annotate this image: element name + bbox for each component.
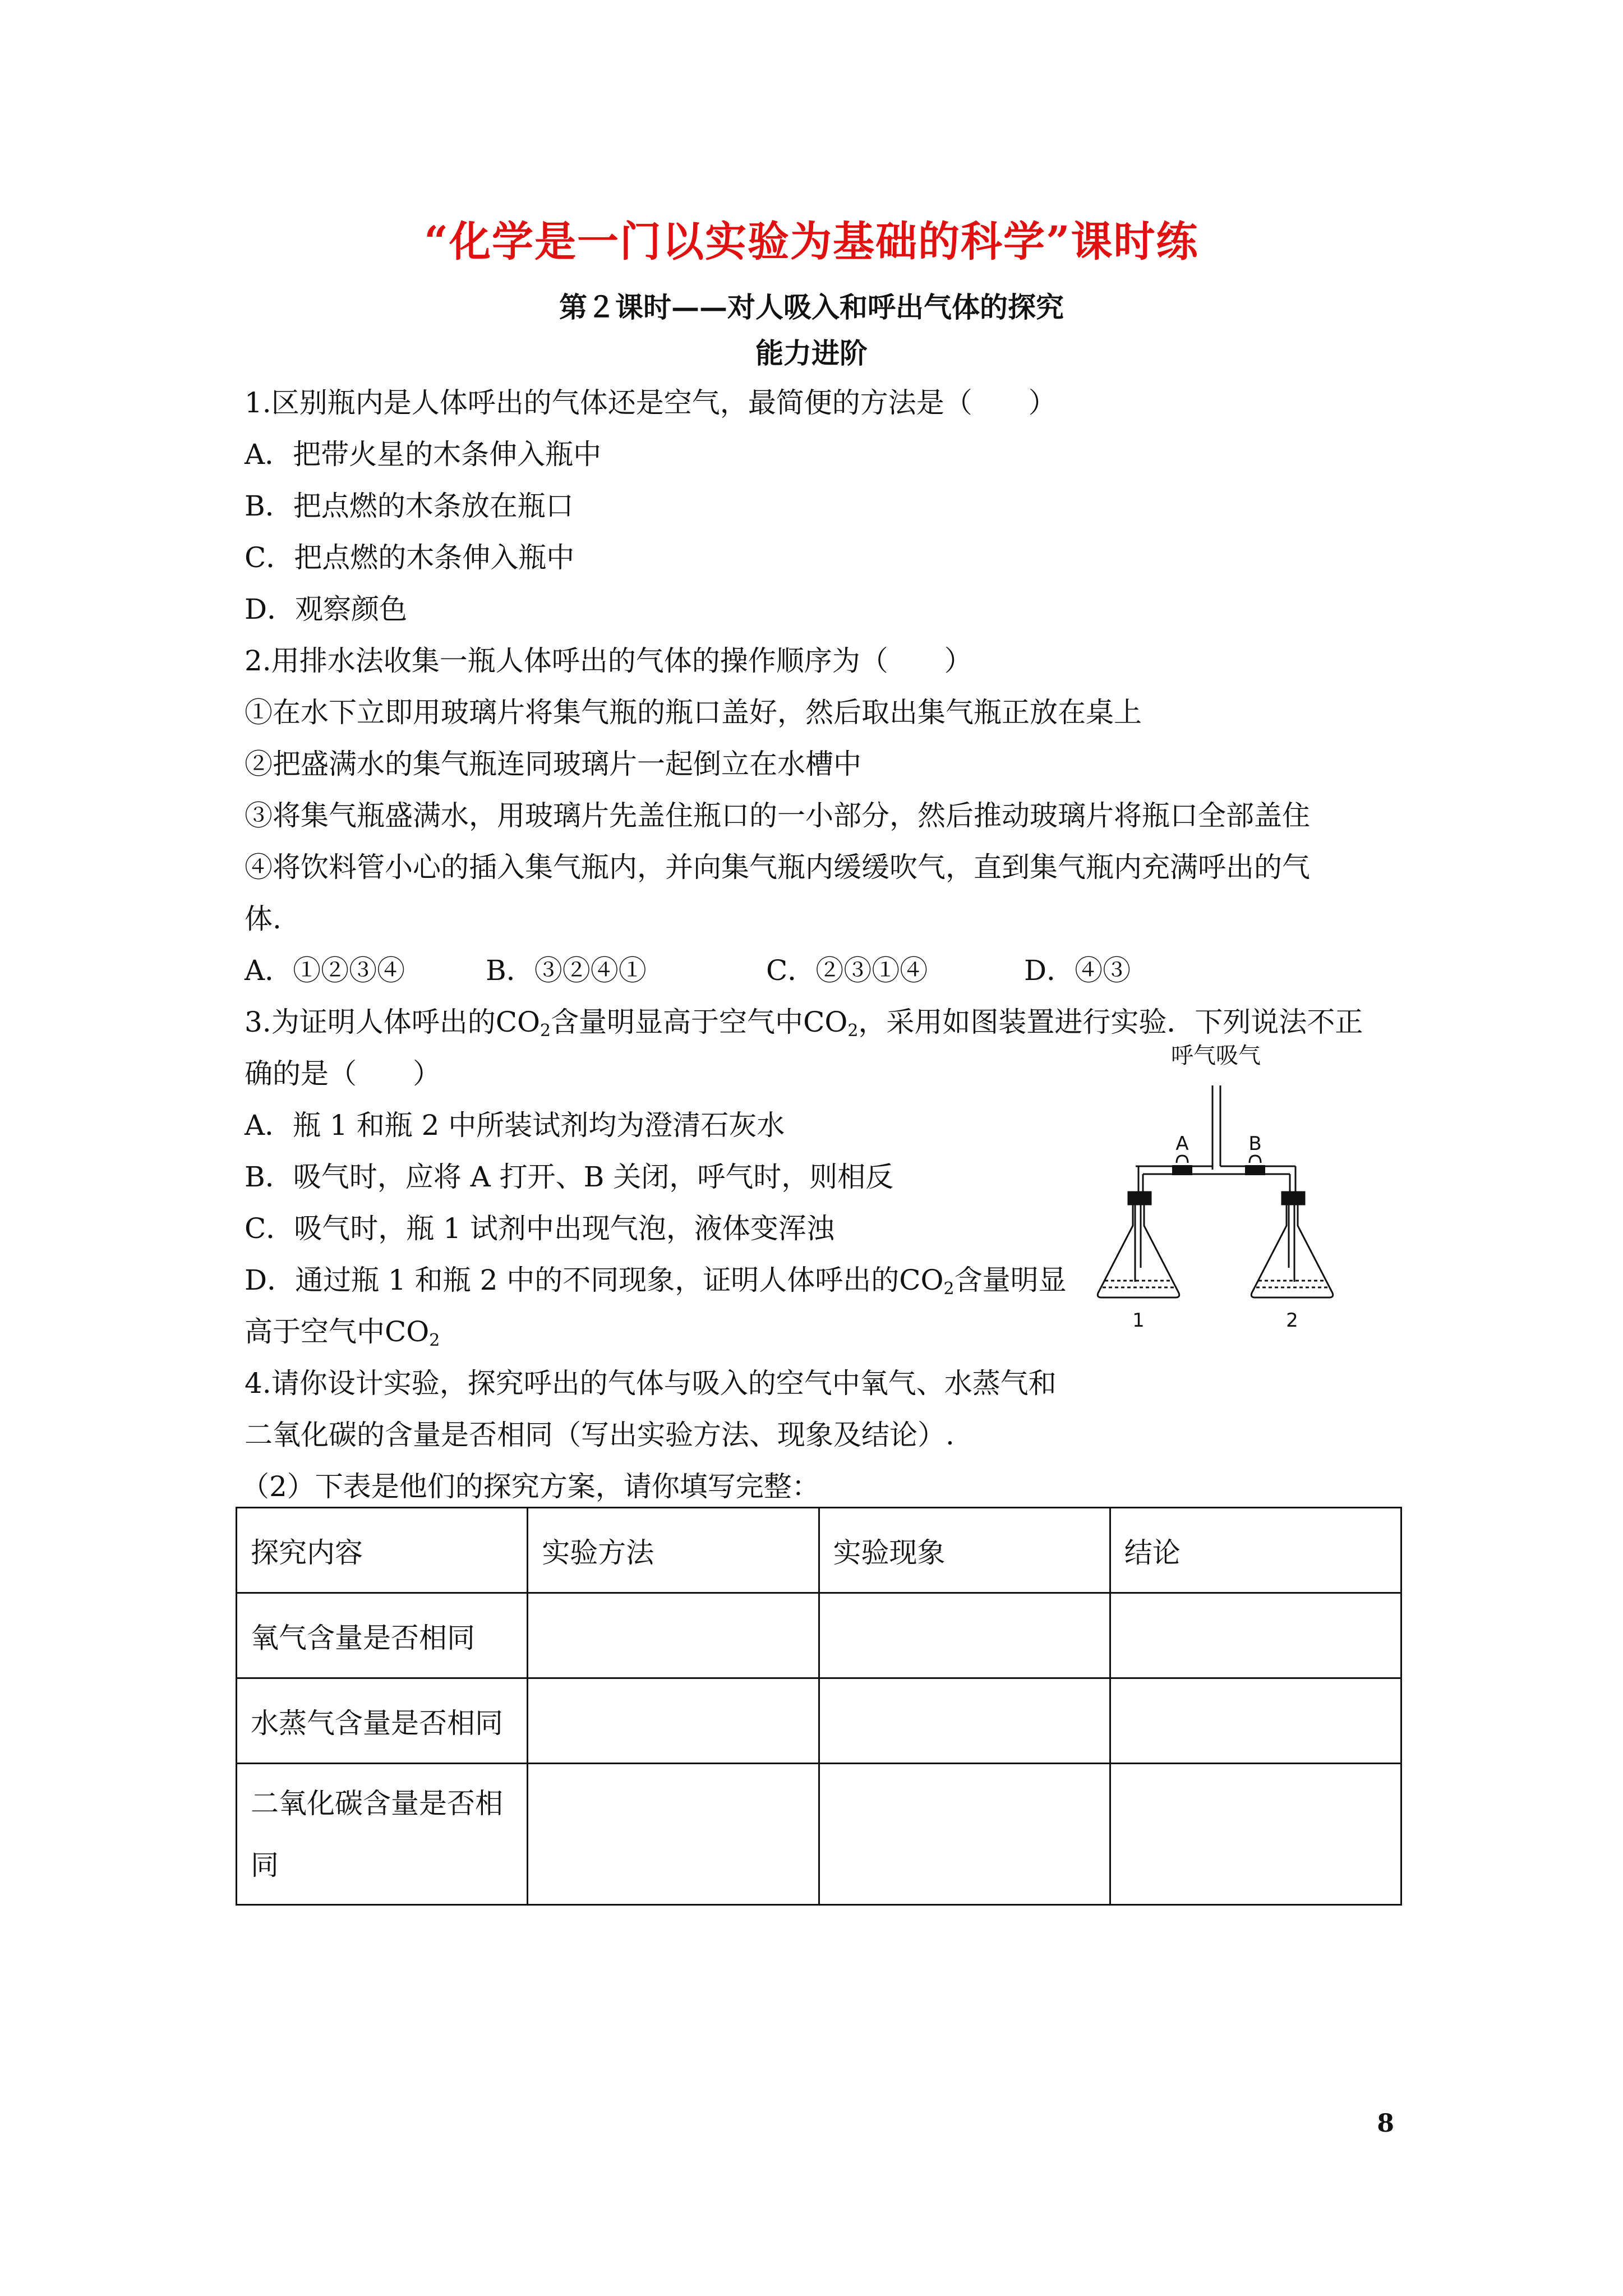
table-cell[interactable] (1110, 1678, 1401, 1764)
q2-option-b: B．③②④① (486, 954, 647, 987)
bottle-2-label: 2 (1286, 1309, 1298, 1332)
q1-option-a: A．把带火星的木条伸入瓶中 (245, 438, 602, 471)
q1-stem: 1.区别瓶内是人体呼出的气体还是空气，最简便的方法是（ ） (245, 386, 1057, 419)
q3-option-c: C．吸气时，瓶 1 试剂中出现气泡，液体变浑浊 (245, 1212, 834, 1245)
q1-option-c: C．把点燃的木条伸入瓶中 (245, 541, 575, 574)
table-cell[interactable] (1110, 1764, 1401, 1905)
q1-option-b: B．把点燃的木条放在瓶口 (245, 490, 574, 522)
q3-option-b: B．吸气时，应将 A 打开、B 关闭，呼气时，则相反 (245, 1161, 894, 1193)
table-row (237, 1678, 1401, 1764)
table-cell[interactable] (528, 1678, 819, 1764)
q3-stem-cont: 确的是（ ） (245, 1057, 441, 1090)
q4-stem: 4.请你设计实验，探究呼出的气体与吸入的空气中氧气、水蒸气和 (245, 1367, 1057, 1400)
table-cell[interactable] (819, 1764, 1110, 1905)
q4-part-2: （2）下表是他们的探究方案，请你填写完整： (241, 1470, 820, 1503)
q2-step-2: ②把盛满水的集气瓶连同玻璃片一起倒立在水槽中 (245, 748, 861, 780)
page-number: 8 (1377, 2109, 1394, 2138)
table-cell[interactable] (819, 1678, 1110, 1764)
apparatus-figure (1082, 1041, 1396, 1355)
table-header-row (237, 1508, 1401, 1593)
q2-option-d: D．④③ (1024, 954, 1131, 987)
page-title: “化学是一门以实验为基础的科学”课时练 (424, 218, 1199, 266)
table-row (237, 1593, 1401, 1678)
q3-option-d: D．通过瓶 1 和瓶 2 中的不同现象，证明人体呼出的$CO_2$含量明显 (245, 1264, 1067, 1299)
valve-b-label: B (1248, 1133, 1262, 1155)
bottle-1-label: 1 (1132, 1309, 1145, 1332)
table-header: 实验现象 (819, 1508, 1110, 1593)
q2-option-c: C．②③①④ (766, 954, 928, 987)
table-header: 探究内容 (237, 1508, 528, 1593)
q2-step-1: ①在水下立即用玻璃片将集气瓶的瓶口盖好，然后取出集气瓶正放在桌上 (245, 696, 1142, 729)
table-cell[interactable] (528, 1764, 819, 1905)
table-cell[interactable] (528, 1593, 819, 1678)
q3-option-a: A．瓶 1 和瓶 2 中所装试剂均为澄清石灰水 (245, 1109, 785, 1142)
table-cell[interactable] (1110, 1593, 1401, 1678)
q2-step-4-cont: 体. (245, 903, 282, 935)
table-cell: 二氧化碳含量是否相 同 (237, 1764, 528, 1905)
valve-a-label: A (1175, 1133, 1189, 1155)
q2-step-3: ③将集气瓶盛满水，用玻璃片先盖住瓶口的一小部分，然后推动玻璃片将瓶口全部盖住 (245, 799, 1310, 832)
lesson-subtitle: 第２课时——对人吸入和呼出气体的探究 (559, 291, 1064, 324)
table-header: 结论 (1110, 1508, 1401, 1593)
table-header: 实验方法 (528, 1508, 819, 1593)
section-heading: 能力进阶 (755, 337, 868, 370)
q3-option-d-cont: 高于空气中$CO_2$ (245, 1315, 440, 1350)
table-cell[interactable] (819, 1593, 1110, 1678)
q1-option-d: D．观察颜色 (245, 593, 408, 625)
table-cell: 水蒸气含量是否相同 (237, 1678, 528, 1764)
q2-step-4: ④将饮料管小心的插入集气瓶内，并向集气瓶内缓缓吹气，直到集气瓶内充满呼出的气 (245, 851, 1310, 884)
figure-top-label: 呼气吸气 (1171, 1043, 1261, 1069)
q3-stem: 3.为证明人体呼出的$CO_2$含量明显高于空气中$CO_2$，采用如图装置进行实验．下列说法不正 (245, 1006, 1363, 1041)
table-cell: 氧气含量是否相同 (237, 1593, 528, 1678)
q4-stem-cont: 二氧化碳的含量是否相同（写出实验方法、现象及结论）. (245, 1419, 955, 1451)
inquiry-table (236, 1507, 1402, 1906)
q2-option-a: A．①②③④ (245, 954, 405, 987)
q2-stem: 2.用排水法收集一瓶人体呼出的气体的操作顺序为（ ） (245, 645, 972, 677)
table-row (237, 1764, 1401, 1905)
